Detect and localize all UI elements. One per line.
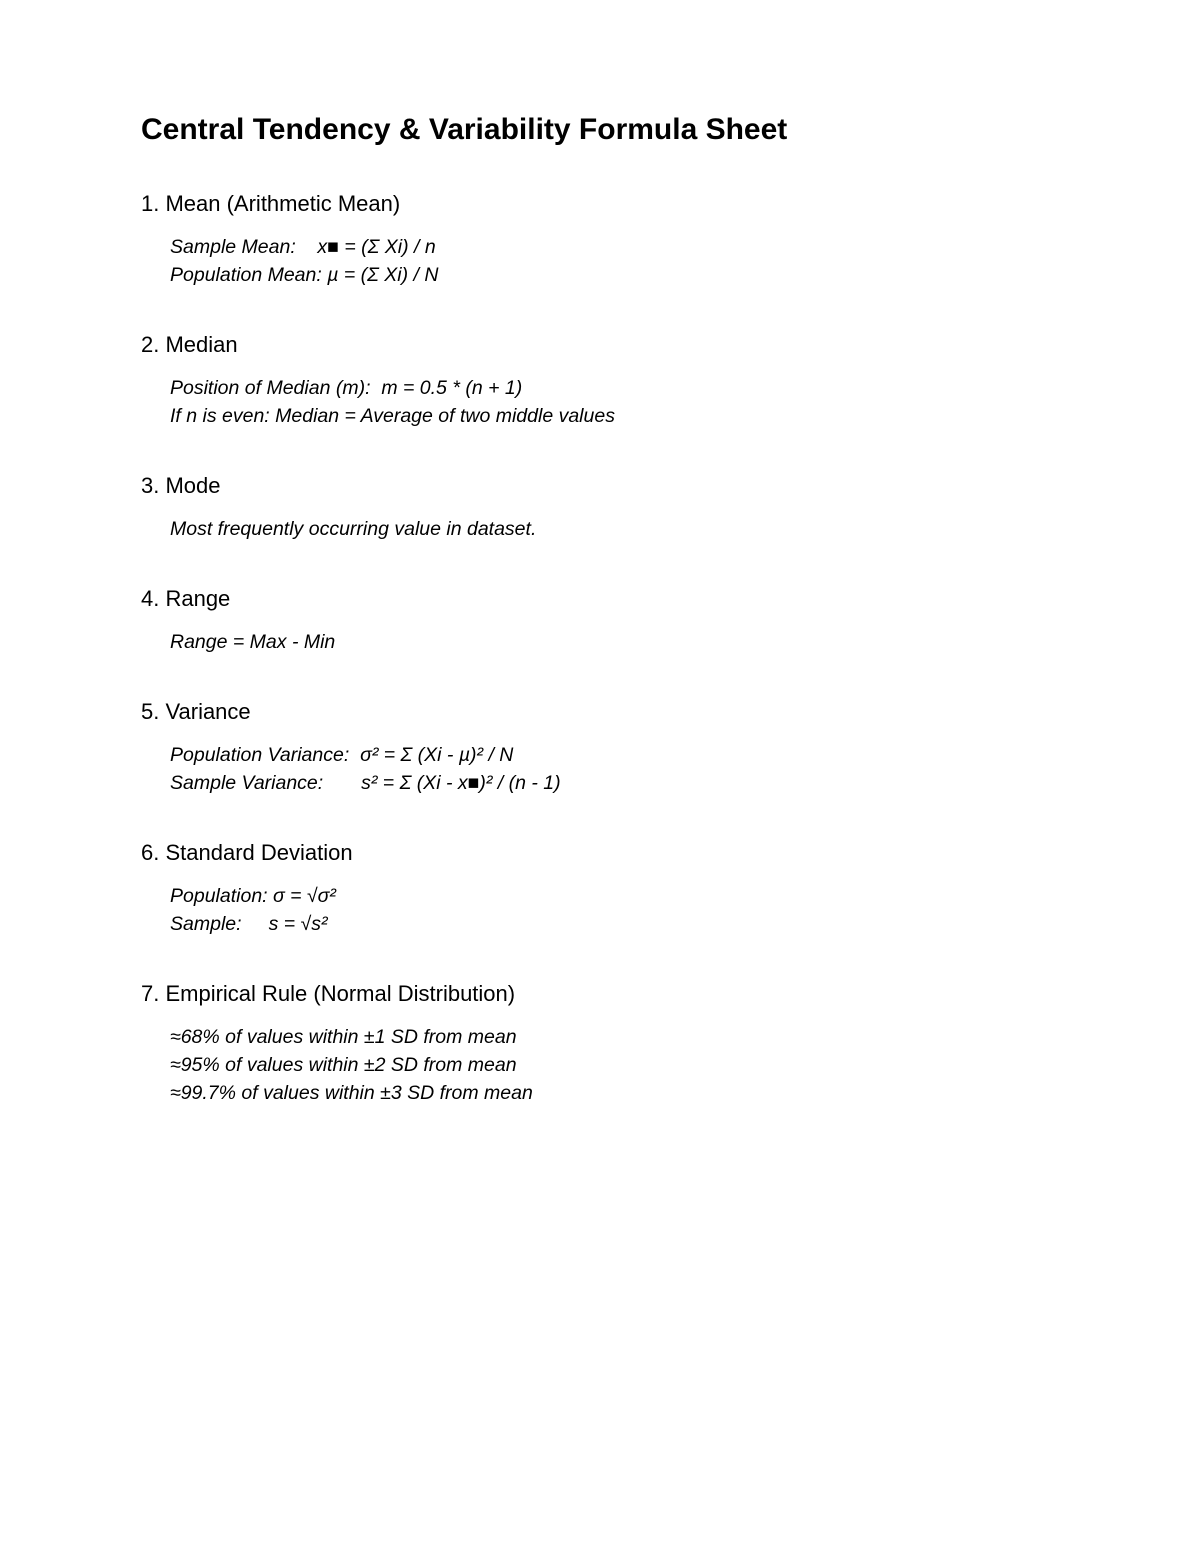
section-heading: 7. Empirical Rule (Normal Distribution) bbox=[141, 981, 516, 1006]
formula-line: Population Variance: σ² = Σ (Xi - µ)² / N bbox=[170, 744, 514, 766]
formula-line: Sample: s = √s² bbox=[170, 913, 328, 935]
section-heading: 3. Mode bbox=[141, 473, 221, 498]
section-heading: 5. Variance bbox=[141, 699, 251, 724]
formula-line: Range = Max - Min bbox=[170, 631, 336, 653]
formula-line: Population: σ = √σ² bbox=[170, 885, 336, 907]
formula-line: ≈99.7% of values within ±3 SD from mean bbox=[170, 1082, 533, 1104]
formula-line: If n is even: Median = Average of two middle values bbox=[170, 405, 615, 427]
section-heading: 1. Mean (Arithmetic Mean) bbox=[141, 191, 401, 216]
section-heading: 4. Range bbox=[141, 586, 231, 611]
section-heading: 6. Standard Deviation bbox=[141, 840, 353, 865]
formula-line: ≈95% of values within ±2 SD from mean bbox=[170, 1054, 517, 1076]
section-heading: 2. Median bbox=[141, 332, 238, 357]
formula-line: Sample Mean: x■ = (Σ Xi) / n bbox=[170, 236, 436, 258]
formula-line: Sample Variance: s² = Σ (Xi - x■)² / (n - 1) bbox=[170, 772, 561, 794]
formula-line: ≈68% of values within ±1 SD from mean bbox=[170, 1026, 517, 1048]
formula-line: Population Mean: µ = (Σ Xi) / N bbox=[170, 264, 439, 286]
page-title: Central Tendency & Variability Formula Sheet bbox=[141, 113, 788, 146]
formula-line: Position of Median (m): m = 0.5 * (n + 1) bbox=[170, 377, 523, 399]
formula-line: Most frequently occurring value in dataset. bbox=[170, 518, 537, 540]
